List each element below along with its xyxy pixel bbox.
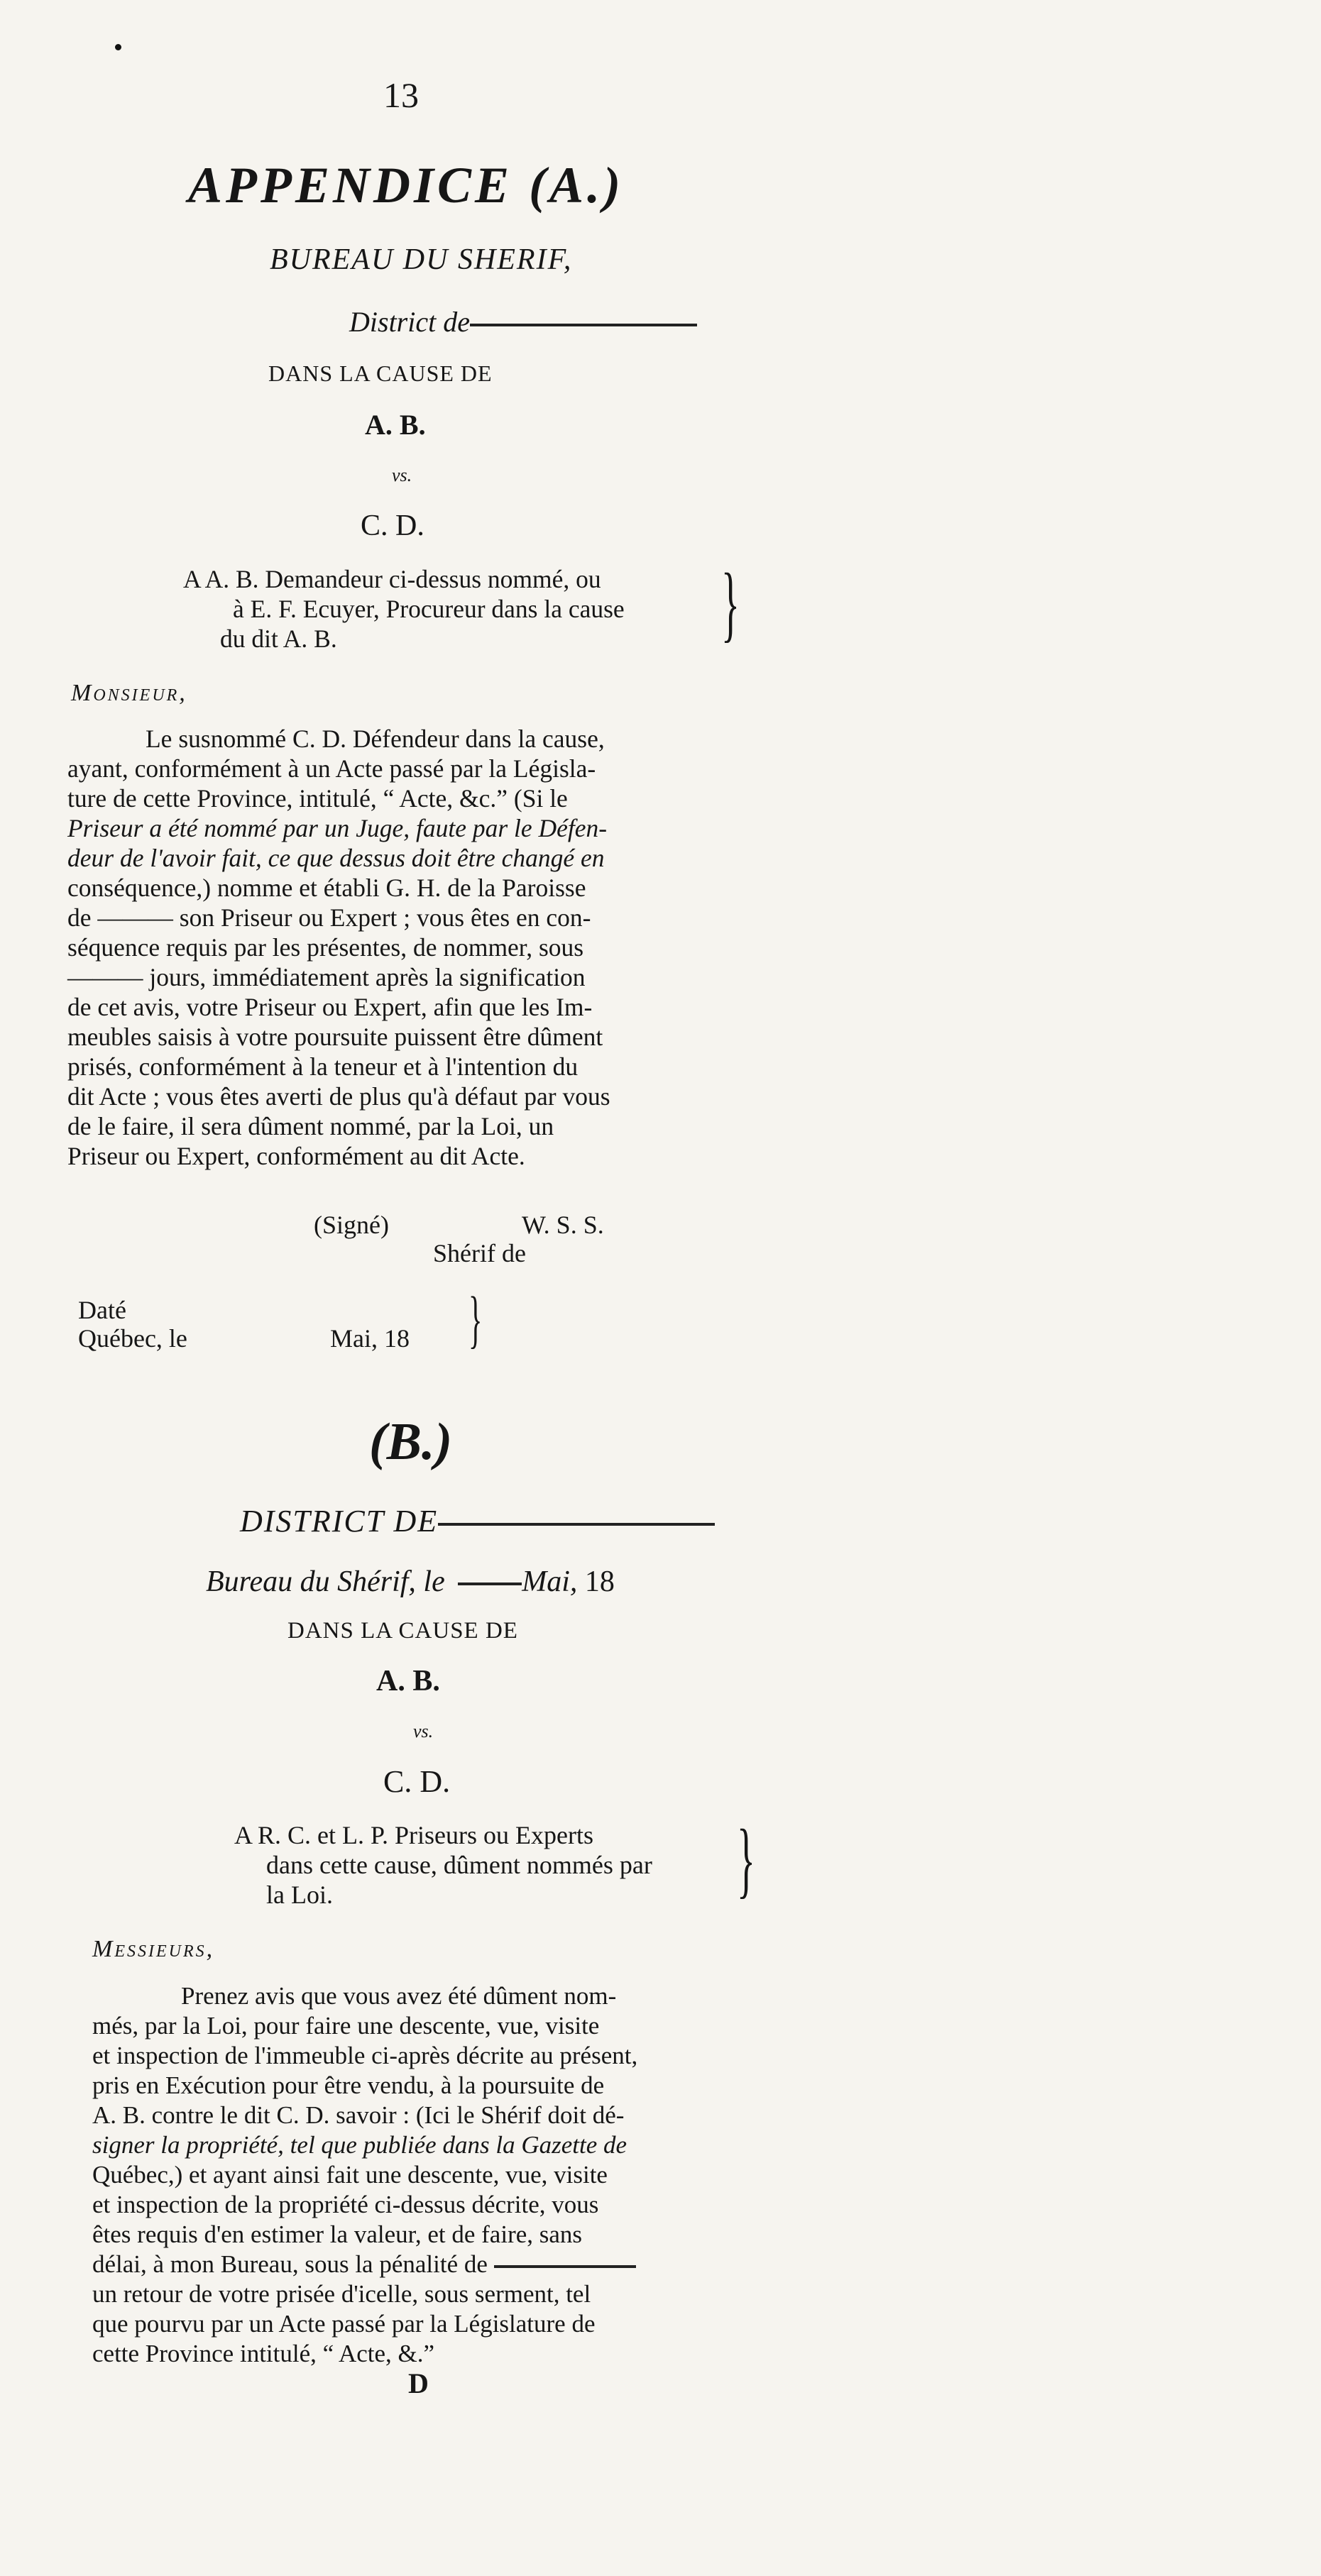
body-line: séquence requis par les présentes, de nommer, sous <box>67 933 584 962</box>
body-line: Priseur a été nommé par un Juge, faute par le Défen- <box>67 814 608 842</box>
plaintiff-name: A. B. <box>365 409 426 441</box>
blank-line <box>470 324 697 326</box>
brace-icon: } <box>721 556 740 650</box>
office-line-start: Bureau du Shérif, le <box>206 1565 445 1598</box>
body-line: pris en Exécution pour être vendu, à la poursuite de <box>92 2071 605 2099</box>
date-label: Daté <box>78 1296 126 1324</box>
date-month: Mai, 18 <box>330 1324 410 1353</box>
office-date-line <box>206 1565 615 1599</box>
body-line: et inspection de l'immeuble ci-après décrite au présent, <box>92 2042 638 2069</box>
office-line-year: 18 <box>584 1565 615 1598</box>
page-number: 13 <box>383 75 419 115</box>
addressee-block <box>183 564 625 654</box>
brace-icon: } <box>737 1812 755 1906</box>
body-line: A. B. contre le dit C. D. savoir : (Ici le Shérif doit dé- <box>92 2101 625 2129</box>
body-line: més, par la Loi, pour faire une descente, vue, visite <box>92 2012 600 2040</box>
body-line: Le susnommé C. D. Défendeur dans la cause, <box>146 725 605 753</box>
date-place: Québec, le <box>78 1324 187 1353</box>
body-line: Priseur ou Expert, conformément au dit Acte. <box>67 1142 525 1170</box>
brace-icon: } <box>468 1284 483 1355</box>
body-line: ——— jours, immédiatement après la signification <box>67 963 586 991</box>
salutation-b: Messieurs, <box>92 1936 215 1962</box>
addressee-line: la Loi. <box>266 1881 333 1909</box>
body-line: êtes requis d'en estimer la valeur, et de faire, sans <box>92 2220 583 2248</box>
notice-body-b <box>92 1981 774 2369</box>
addressee-block-b <box>234 1820 652 1910</box>
body-line: ture de cette Province, intitulé, “ Acte, &c.” (Si le <box>67 784 568 813</box>
signature-mark: D <box>408 2367 429 2399</box>
body-line: dit Acte ; vous êtes averti de plus qu'à défaut par vous <box>67 1082 610 1111</box>
defendant-name: C. D. <box>361 510 424 542</box>
plaintiff-name-b: A. B. <box>376 1665 440 1697</box>
district-label: District de <box>349 306 470 338</box>
body-line: deur de l'avoir fait, ce que dessus doit être changé en <box>67 844 605 872</box>
body-line: cette Province intitulé, “ Acte, &.” <box>92 2340 435 2367</box>
body-line: de le faire, il sera dûment nommé, par la Loi, un <box>67 1112 554 1140</box>
body-line: ayant, conformément à un Acte passé par la Législa- <box>67 754 596 783</box>
defendant-name-b: C. D. <box>383 1764 451 1799</box>
body-line: meubles saisis à votre poursuite puissent être dûment <box>67 1023 603 1051</box>
blank-line <box>438 1523 715 1526</box>
body-line: délai, à mon Bureau, sous la pénalité de <box>92 2250 774 2279</box>
appendix-b-title: (B.) <box>369 1413 453 1471</box>
body-line: que pourvu par un Acte passé par la Législature de <box>92 2310 596 2338</box>
district-b-line <box>240 1503 715 1539</box>
body-line: conséquence,) nomme et établi G. H. de la Paroisse <box>67 874 586 902</box>
addressee-line: du dit A. B. <box>220 624 337 653</box>
body-line: et inspection de la propriété ci-dessus décrite, vous <box>92 2191 599 2218</box>
blank-line <box>494 2265 636 2268</box>
district-b-label: DISTRICT DE <box>240 1504 439 1539</box>
signer-initials: W. S. S. <box>522 1211 604 1239</box>
addressee-line: à E. F. Ecuyer, Procureur dans la cause <box>233 595 625 623</box>
cause-label-b: DANS LA CAUSE DE <box>287 1618 518 1644</box>
addressee-line: A R. C. et L. P. Priseurs ou Experts <box>234 1821 594 1849</box>
district-line <box>349 305 697 338</box>
office-line-month: Mai, <box>522 1565 578 1598</box>
versus-label: vs. <box>392 465 412 485</box>
addressee-line: dans cette cause, dûment nommés par <box>266 1851 652 1879</box>
body-line: signer la propriété, tel que publiée dans la Gazette de <box>92 2131 627 2159</box>
body-line: un retour de votre prisée d'icelle, sous serment, tel <box>92 2280 591 2308</box>
body-line: Québec,) et ayant ainsi fait une descente, vue, visite <box>92 2161 608 2189</box>
cause-label: DANS LA CAUSE DE <box>268 360 493 386</box>
body-line: de cet avis, votre Priseur ou Expert, afin que les Im- <box>67 993 593 1021</box>
sheriff-of-label: Shérif de <box>433 1239 526 1267</box>
addressee-line: A A. B. Demandeur ci-dessus nommé, ou <box>183 565 601 593</box>
sheriff-office-heading: BUREAU DU SHERIF, <box>270 243 573 276</box>
ink-speck <box>115 44 121 50</box>
body-line: de ——— son Priseur ou Expert ; vous êtes en con- <box>67 903 591 932</box>
notice-body <box>67 724 752 1171</box>
body-line: Prenez avis que vous avez été dûment nom- <box>181 1982 617 2010</box>
signed-label: (Signé) <box>314 1211 389 1239</box>
versus-label-b: vs. <box>413 1721 434 1741</box>
appendix-a-title: APPENDICE (A.) <box>188 157 625 214</box>
blank-line <box>458 1583 522 1585</box>
body-line: prisés, conformément à la teneur et à l'intention du <box>67 1052 579 1081</box>
salutation: Monsieur, <box>71 680 187 706</box>
